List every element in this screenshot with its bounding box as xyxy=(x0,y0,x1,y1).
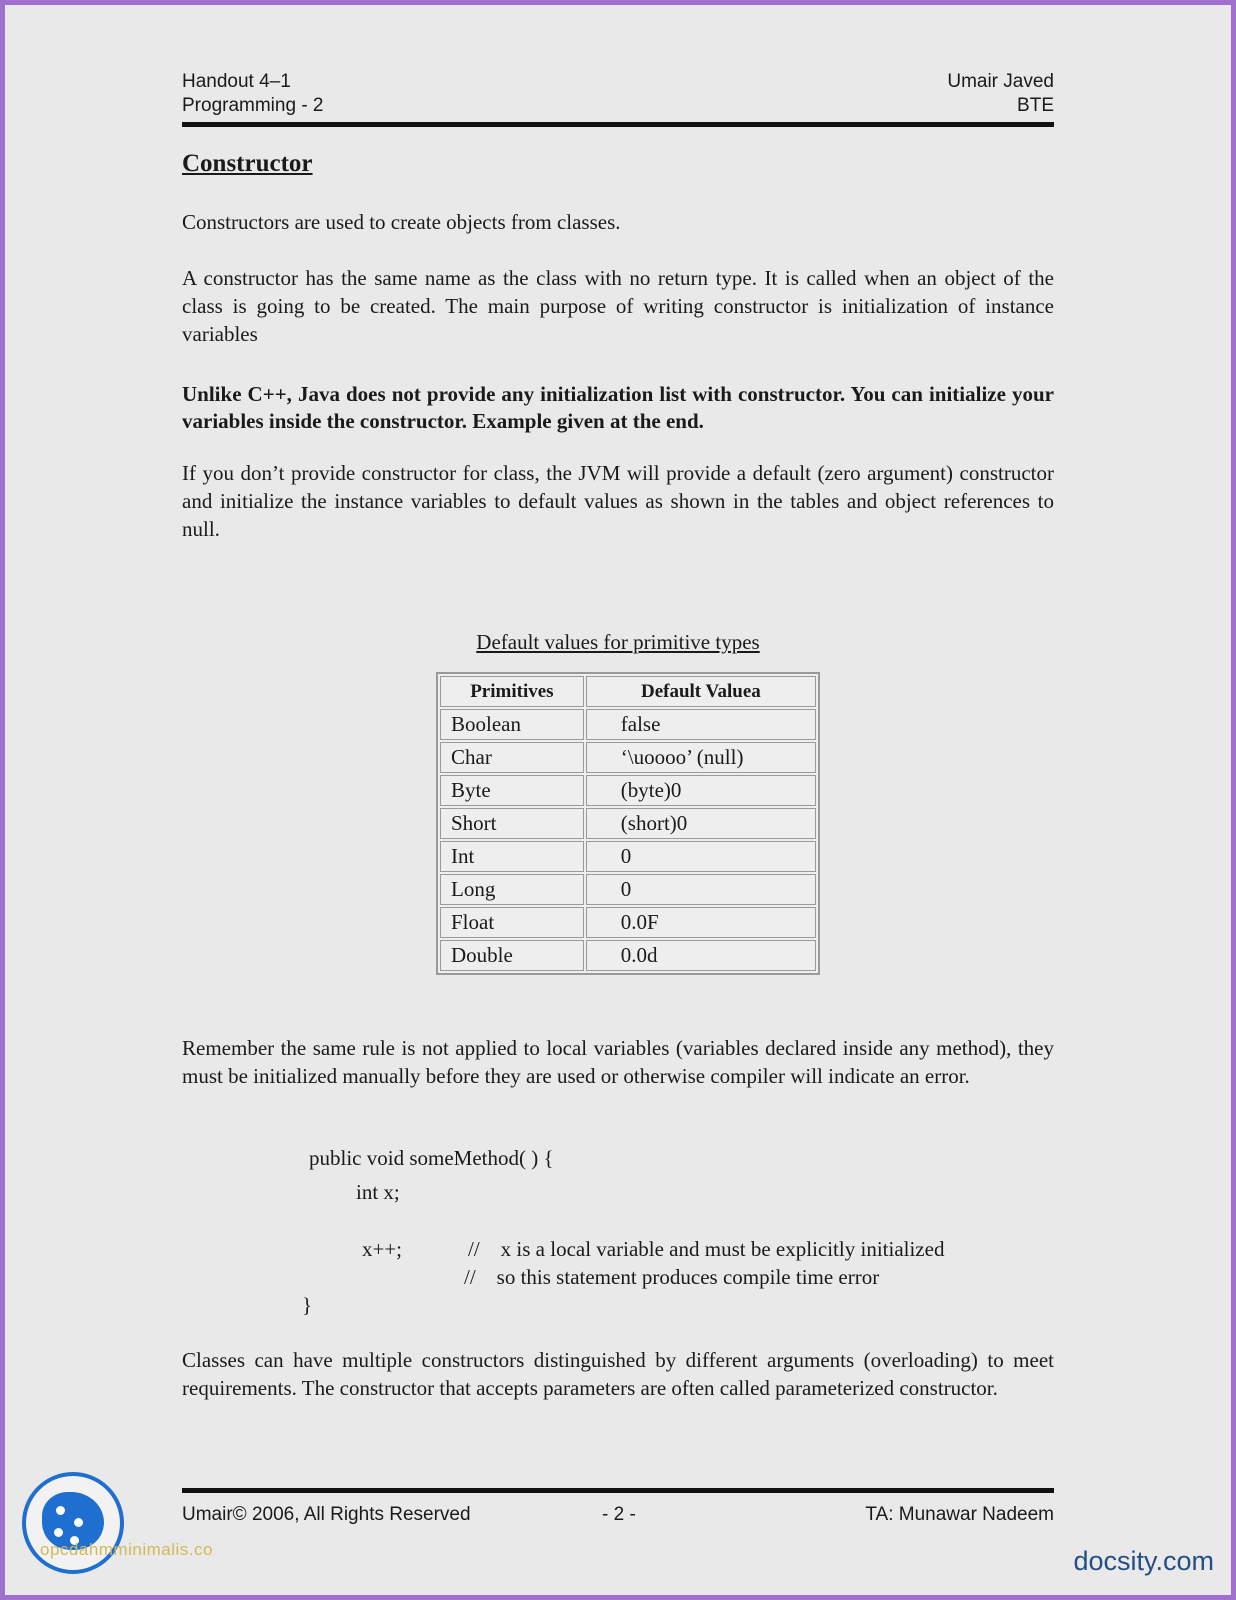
primitive-name: Double xyxy=(440,940,584,971)
primitive-name: Short xyxy=(440,808,584,839)
default-value: 0.0d xyxy=(586,940,816,971)
footer-ta-name: TA: Munawar Nadeem xyxy=(865,1504,1054,1525)
column-header-primitives: Primitives xyxy=(440,676,584,707)
primitive-name: Int xyxy=(440,841,584,872)
primitive-name: Byte xyxy=(440,775,584,806)
watermark-site-text: opcdahmminimalis.co xyxy=(40,1540,213,1559)
code-increment: x++; xyxy=(362,1237,403,1261)
code-comment-1: // x is a local variable and must be explicitly initialized xyxy=(468,1237,945,1261)
handout-number: Handout 4–1 xyxy=(182,71,291,92)
default-value: (byte)0 xyxy=(586,775,816,806)
paragraph-java-note: Unlike C++, Java does not provide any initialization list with constructor. You can initialize your variables inside the constructor. Example given at the end. xyxy=(182,382,1054,433)
author-dept: BTE xyxy=(1017,95,1054,116)
table-row xyxy=(440,940,816,971)
table-row xyxy=(440,775,816,806)
table-row xyxy=(440,808,816,839)
default-value: ‘\uoooo’ (null) xyxy=(586,742,816,773)
default-value: 0.0F xyxy=(586,907,816,938)
table-row xyxy=(440,874,816,905)
paragraph-intro: Constructors are used to create objects from classes. xyxy=(182,210,621,234)
default-value: false xyxy=(586,709,816,740)
default-values-table xyxy=(436,672,820,975)
table-caption: Default values for primitive types xyxy=(476,630,760,654)
paragraph-default-constructor: If you don’t provide constructor for class, the JVM will provide a default (zero argument) constructor and initialize the instance variables to default values as shown in the tables and object references to null. xyxy=(182,461,1054,541)
table-row xyxy=(440,742,816,773)
table-row xyxy=(440,907,816,938)
course-name: Programming - 2 xyxy=(182,95,324,116)
header-rule xyxy=(182,122,1054,127)
code-declaration: int x; xyxy=(356,1180,400,1204)
footer-page-number: - 2 - xyxy=(602,1504,636,1525)
table-header-row xyxy=(440,676,816,707)
primitive-name: Boolean xyxy=(440,709,584,740)
default-value: 0 xyxy=(586,841,816,872)
paragraph-definition: A constructor has the same name as the class with no return type. It is called when an object of the class is going to be created. The main purpose of writing constructor is initialization of instance variables xyxy=(182,266,1054,346)
code-method-signature: public void someMethod( ) { xyxy=(309,1146,554,1170)
logo-dot-icon xyxy=(56,1506,65,1515)
header-right xyxy=(947,70,1054,118)
footer-copyright: Umair© 2006, All Rights Reserved xyxy=(182,1504,471,1525)
logo-dot-icon xyxy=(74,1518,83,1527)
author-name: Umair Javed xyxy=(947,71,1054,92)
code-closing-brace: } xyxy=(302,1293,313,1317)
table-row xyxy=(440,709,816,740)
header-left xyxy=(182,70,324,118)
default-value: 0 xyxy=(586,874,816,905)
primitive-name: Char xyxy=(440,742,584,773)
primitive-name: Long xyxy=(440,874,584,905)
code-comment-2: // so this statement produces compile time error xyxy=(464,1265,880,1289)
footer-rule xyxy=(182,1488,1054,1493)
section-title: Constructor xyxy=(182,150,313,177)
docsity-watermark: docsity.com xyxy=(1073,1546,1214,1576)
column-header-default-value: Default Valuea xyxy=(586,676,816,707)
paragraph-local-variables: Remember the same rule is not applied to local variables (variables declared inside any method), they must be initialized manually before they are used or otherwise compiler will indicate an error. xyxy=(182,1036,1054,1088)
logo-dot-icon xyxy=(54,1528,63,1537)
primitive-name: Float xyxy=(440,907,584,938)
paragraph-overloading: Classes can have multiple constructors distinguished by different arguments (overloading) to meet requirements. The constructor that accepts parameters are often called parameterized constructor. xyxy=(182,1348,1054,1400)
default-value: (short)0 xyxy=(586,808,816,839)
table-row xyxy=(440,841,816,872)
